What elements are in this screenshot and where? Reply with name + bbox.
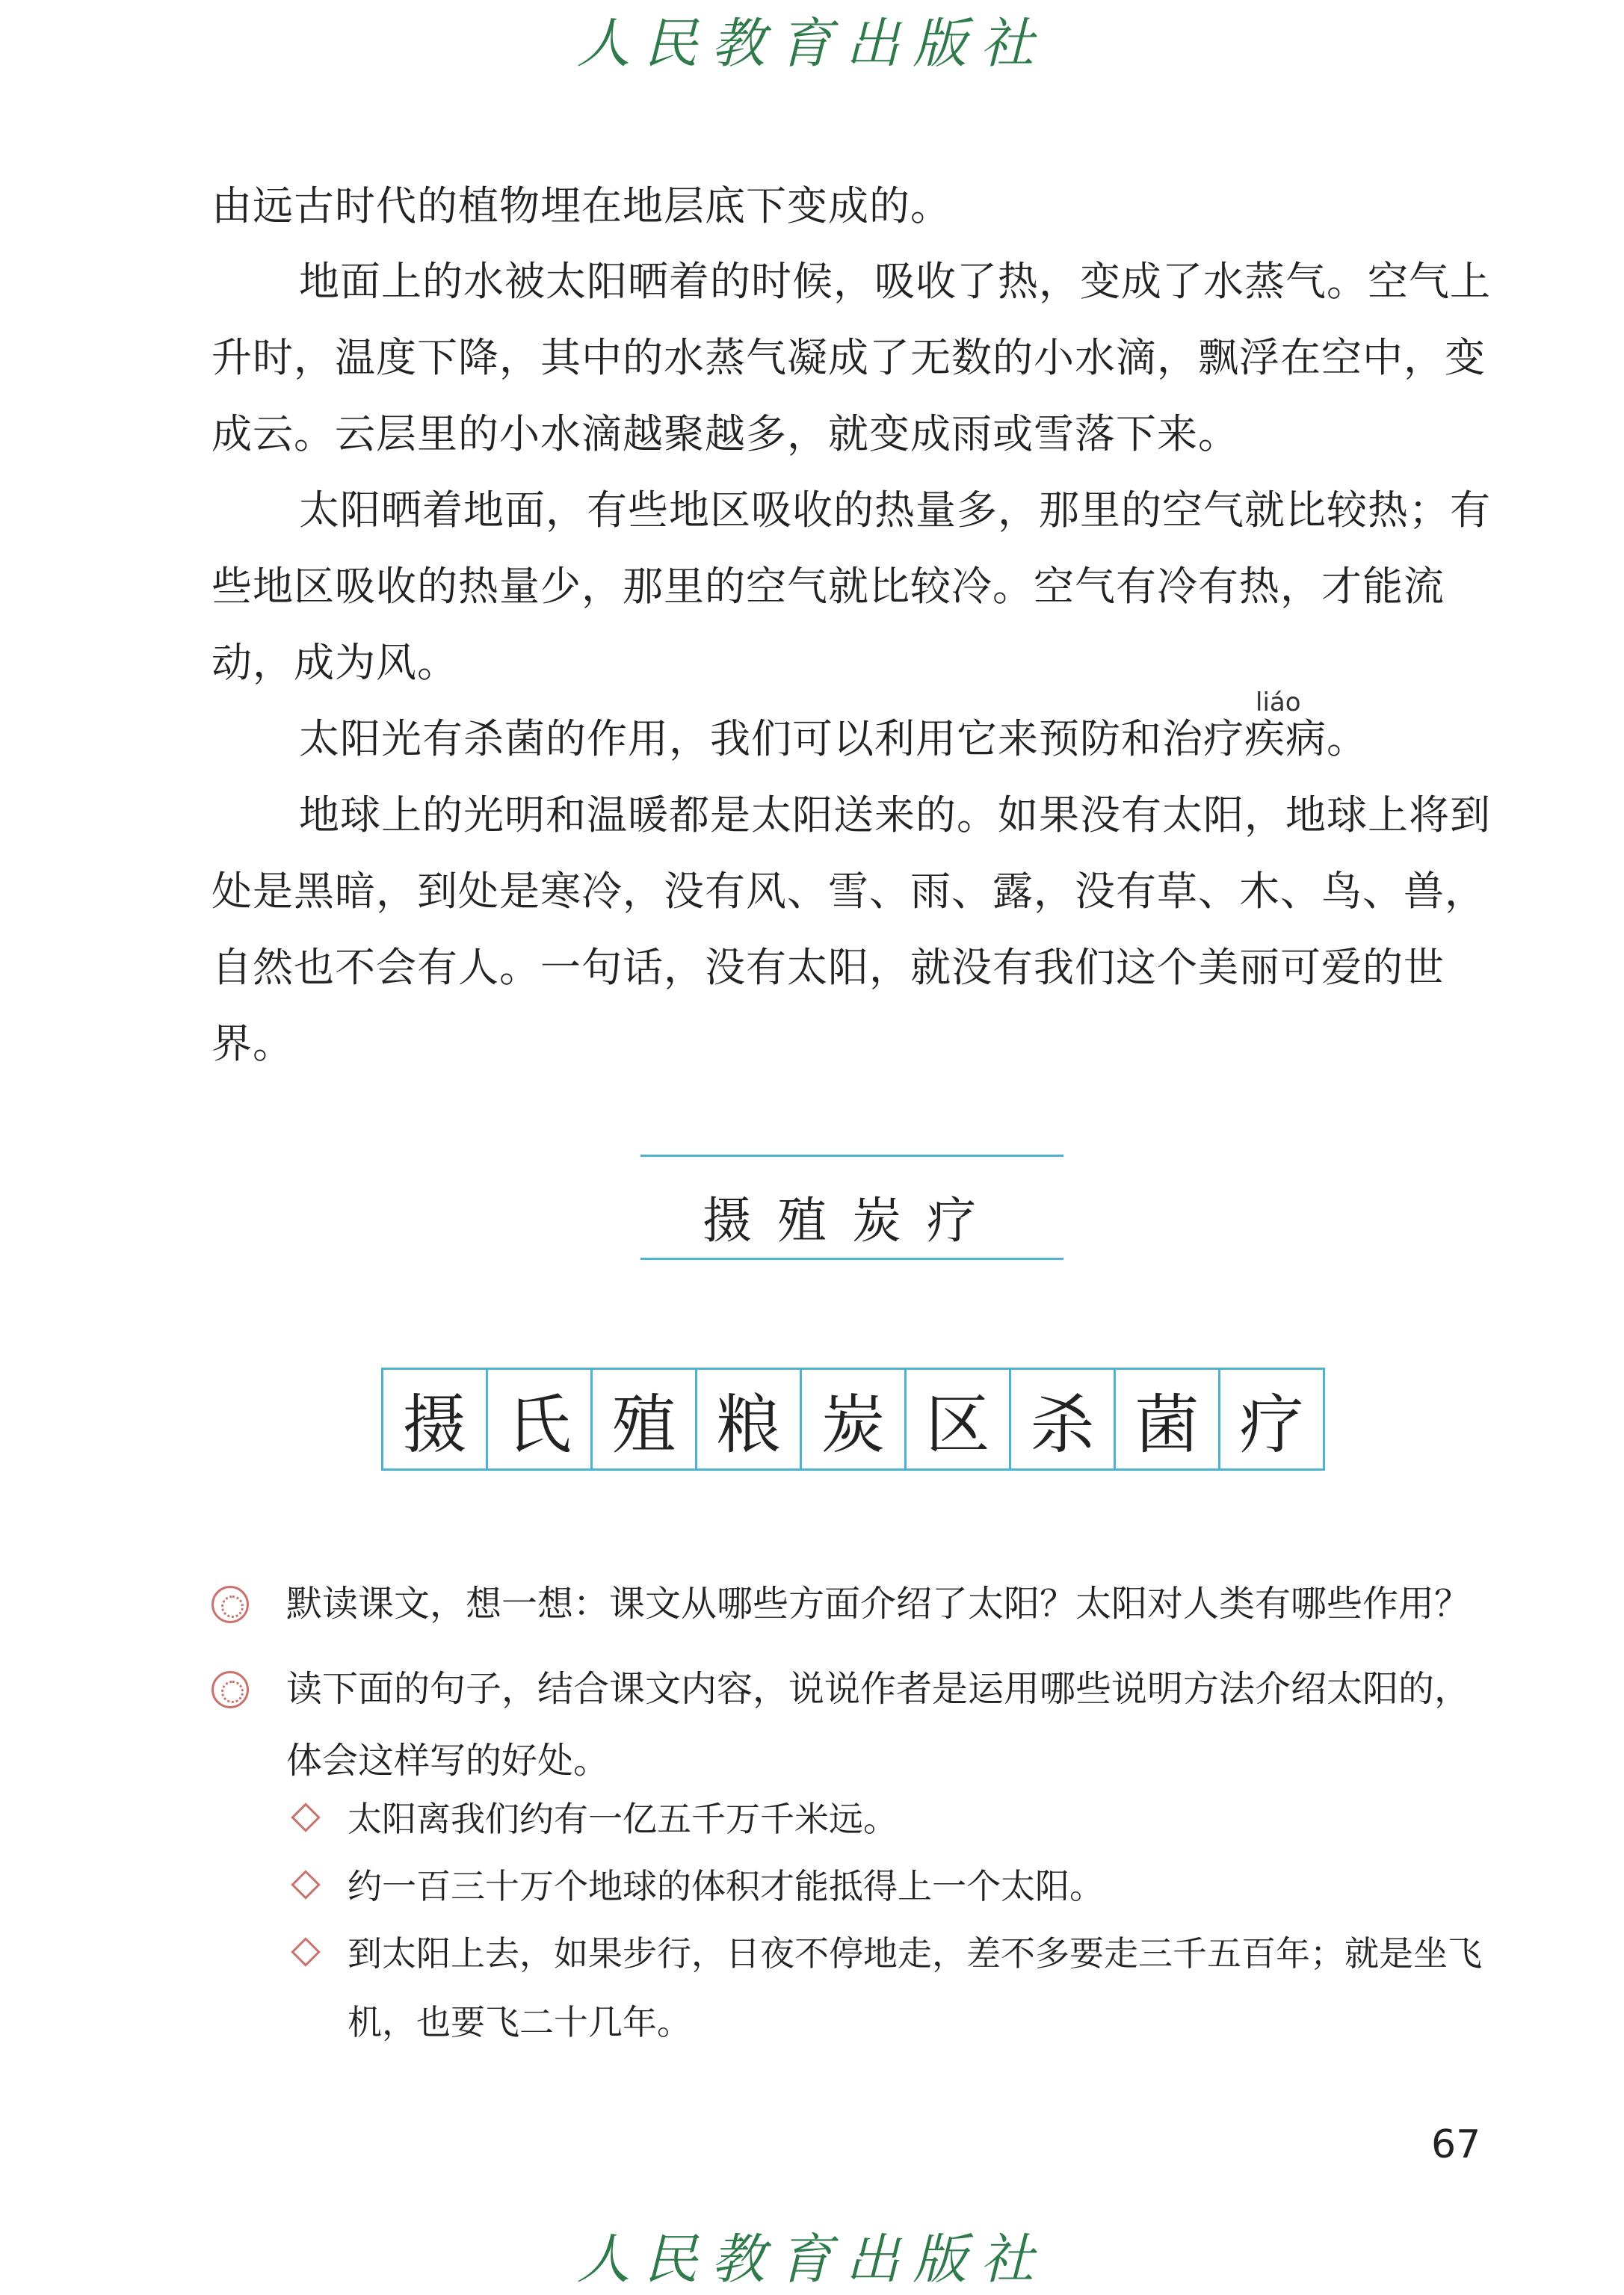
diamond-bullet-icon	[291, 1937, 321, 1967]
page-number: 67	[1431, 2122, 1481, 2167]
recognize-chars-title: 摄殖炭疗	[703, 1192, 1001, 1250]
publisher-logo-bottom: 人民教育出版社	[576, 2228, 1048, 2291]
pinyin-annotation: liáo	[1256, 688, 1301, 717]
diamond-bullet-icon	[291, 1870, 321, 1900]
publisher-logo-top: 人民教育出版社	[576, 12, 1048, 75]
write-char-cell: 粮	[697, 1370, 802, 1468]
diamond-bullet-icon	[291, 1803, 321, 1832]
question-2: 读下面的句子，结合课文内容，说说作者是运用哪些说明方法介绍太阳的，体会这样写的好处。	[212, 1653, 1504, 1797]
seal-icon	[212, 1671, 249, 1708]
paragraph-1: 由远古时代的植物埋在地层底下变成的。	[212, 182, 951, 229]
write-char-cell: 杀	[1011, 1370, 1116, 1468]
write-char-cell: 摄	[383, 1370, 488, 1468]
paragraph-3: 太阳晒着地面，有些地区吸收的热量多，那里的空气就比较热；有些地区吸收的热量少，那里的空气就比较冷。空气有冷有热，才能流动，成为风。	[212, 487, 1491, 686]
write-char-cell: 疗	[1239, 1388, 1304, 1462]
seal-icon	[212, 1586, 249, 1623]
write-chars-grid	[381, 1368, 1325, 1471]
write-char-cell: 炭	[802, 1370, 907, 1468]
paragraph-5: 地球上的光明和温暖都是太阳送来的。如果没有太阳，地球上将到处是黑暗，到处是寒冷，没有风、雪、雨、露，没有草、木、鸟、兽，自然也不会有人。一句话，没有太阳，就没有我们这个美丽可爱的世界。	[212, 791, 1491, 1067]
example-sentence-3: 到太阳上去，如果步行，日夜不停地走，差不多要走三千五百年；就是坐飞机，也要飞二十几年。	[295, 1919, 1491, 2057]
example-sentence-2: 约一百三十万个地球的体积才能抵得上一个太阳。	[295, 1852, 1491, 1921]
paragraph-2: 地面上的水被太阳晒着的时候，吸收了热，变成了水蒸气。空气上升时，温度下降，其中的水蒸气凝成了无数的小水滴，飘浮在空中，变成云。云层里的小水滴越聚越多，就变成雨或雪落下来。	[212, 258, 1491, 457]
example-sentence-1: 太阳离我们约有一亿五千万千米远。	[295, 1785, 1491, 1853]
write-char-cell: 菌	[1116, 1370, 1220, 1468]
write-char-cell: 区	[907, 1370, 1011, 1468]
write-char-cell: 殖	[593, 1370, 697, 1468]
title-rule-top	[640, 1155, 1063, 1157]
question-1: 默读课文，想一想：课文从哪些方面介绍了太阳？太阳对人类有哪些作用？	[212, 1568, 1504, 1640]
write-char-cell: 氏	[488, 1370, 593, 1468]
paragraph-4: 太阳光有杀菌的作用，我们可以利用它来预防和治疗疾病。	[299, 715, 1368, 762]
title-rule-bottom	[640, 1258, 1063, 1260]
